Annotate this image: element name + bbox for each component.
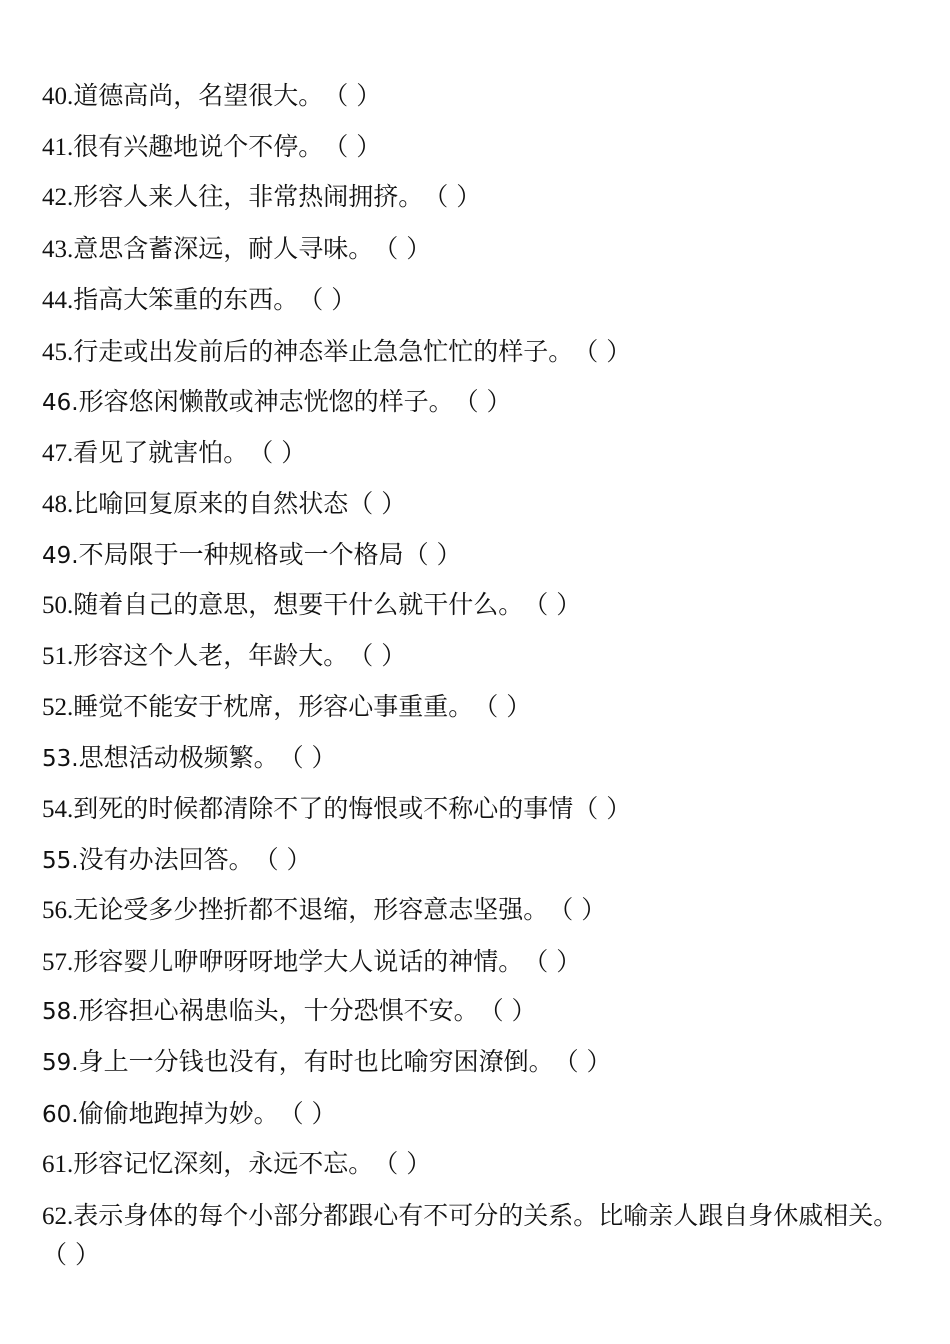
answer-blank[interactable]: （ ） [253,845,312,874]
question-40 [42,77,922,116]
answer-blank[interactable]: （ ） [573,794,632,823]
question-text: 形容这个人老，年龄大。 [73,641,349,670]
question-text: 没有办法回答。 [78,845,254,874]
question-number: 51. [42,643,74,670]
question-number: 41. [42,134,74,161]
question-number: 52. [42,694,74,721]
question-number: 57. [42,949,74,976]
question-text: 行走或出发前后的神态举止急急忙忙的样子。 [73,337,574,366]
question-text: 意思含蓄深远，耐人寻味。 [73,234,374,263]
answer-blank[interactable]: （ ） [323,81,382,110]
question-text: 形容担心祸患临头，十分恐惧不安。 [78,996,479,1025]
question-55 [42,841,922,880]
question-text: 很有兴趣地说个不停。 [73,132,324,161]
question-text: 形容婴儿咿咿呀呀地学大人说话的神情。 [73,947,524,976]
question-50 [42,586,922,625]
question-number: 62. [42,1203,74,1230]
question-51 [42,637,922,676]
question-53 [42,739,922,778]
answer-blank[interactable]: （ ） [373,1149,432,1178]
question-number: 47. [42,440,74,467]
question-number: 60. [42,1102,79,1128]
question-44 [42,281,922,320]
question-59 [42,1043,922,1082]
question-number: 50. [42,592,74,619]
answer-blank[interactable]: （ ） [323,132,382,161]
question-47 [42,434,922,473]
question-number: 59. [42,1050,79,1076]
question-54 [42,790,922,829]
question-61 [42,1145,922,1184]
answer-blank[interactable]: （ ） [523,947,582,976]
question-48 [42,485,922,524]
answer-blank[interactable]: （ ） [478,996,537,1025]
question-43 [42,230,922,269]
question-number: 55. [42,848,79,874]
question-number: 56. [42,897,74,924]
question-number: 49. [42,543,79,569]
question-text: 形容人来人往，非常热闹拥挤。 [73,182,424,211]
question-text: 形容悠闲懒散或神志恍惚的样子。 [78,387,454,416]
answer-blank[interactable]: （ ） [553,1047,612,1076]
answer-blank[interactable]: （ ） [523,590,582,619]
answer-blank[interactable]: （ ） [278,1099,337,1128]
answer-blank[interactable]: （ ） [348,641,407,670]
question-number: 53. [42,746,79,772]
question-58 [42,992,922,1031]
question-number: 42. [42,184,74,211]
question-text: 思想活动极频繁。 [78,743,279,772]
question-text: 身上一分钱也没有，有时也比喻穷困潦倒。 [78,1047,554,1076]
question-text: 指高大笨重的东西。 [73,285,299,314]
answer-blank[interactable]: （ ） [248,438,307,467]
answer-blank[interactable]: （ ） [348,489,407,518]
question-text: 到死的时候都清除不了的悔恨或不称心的事情 [73,794,574,823]
question-number: 45. [42,339,74,366]
answer-blank[interactable]: （ ） [42,1240,100,1269]
answer-blank[interactable]: （ ） [473,692,532,721]
question-number: 43. [42,236,74,263]
question-number: 44. [42,287,74,314]
answer-blank[interactable]: （ ） [373,234,432,263]
answer-blank[interactable]: （ ） [403,540,462,569]
question-57 [42,943,922,982]
question-number: 48. [42,491,74,518]
question-number: 61. [42,1151,74,1178]
question-46 [42,383,922,422]
question-49 [42,536,922,575]
question-text: 比喻回复原来的自然状态 [73,489,349,518]
question-42 [42,178,922,217]
question-number: 46. [42,390,79,416]
question-number: 40. [42,83,74,110]
answer-blank[interactable]: （ ） [573,337,632,366]
question-number: 54. [42,796,74,823]
question-text: 随着自己的意思，想要干什么就干什么。 [73,590,524,619]
question-text: 看见了就害怕。 [73,438,249,467]
answer-blank[interactable]: （ ） [298,285,357,314]
answer-blank[interactable]: （ ） [278,743,337,772]
question-text: 道德高尚，名望很大。 [73,81,324,110]
question-text: 睡觉不能安于枕席，形容心事重重。 [73,692,474,721]
question-text: 不局限于一种规格或一个格局 [78,540,404,569]
question-60 [42,1095,922,1134]
answer-blank[interactable]: （ ） [453,387,512,416]
question-41 [42,128,922,167]
question-52 [42,688,922,727]
question-text: 偷偷地跑掉为妙。 [78,1099,279,1128]
question-45 [42,333,922,372]
answer-blank[interactable]: （ ） [548,895,607,924]
question-number: 58. [42,999,79,1025]
answer-blank[interactable]: （ ） [423,182,482,211]
question-62 [42,1197,912,1274]
question-text: 无论受多少挫折都不退缩，形容意志坚强。 [73,895,549,924]
question-text: 表示身体的每个小部分都跟心有不可分的关系。比喻亲人跟自身休戚相关。 [73,1201,899,1230]
question-text: 形容记忆深刻，永远不忘。 [73,1149,374,1178]
question-56 [42,891,922,930]
